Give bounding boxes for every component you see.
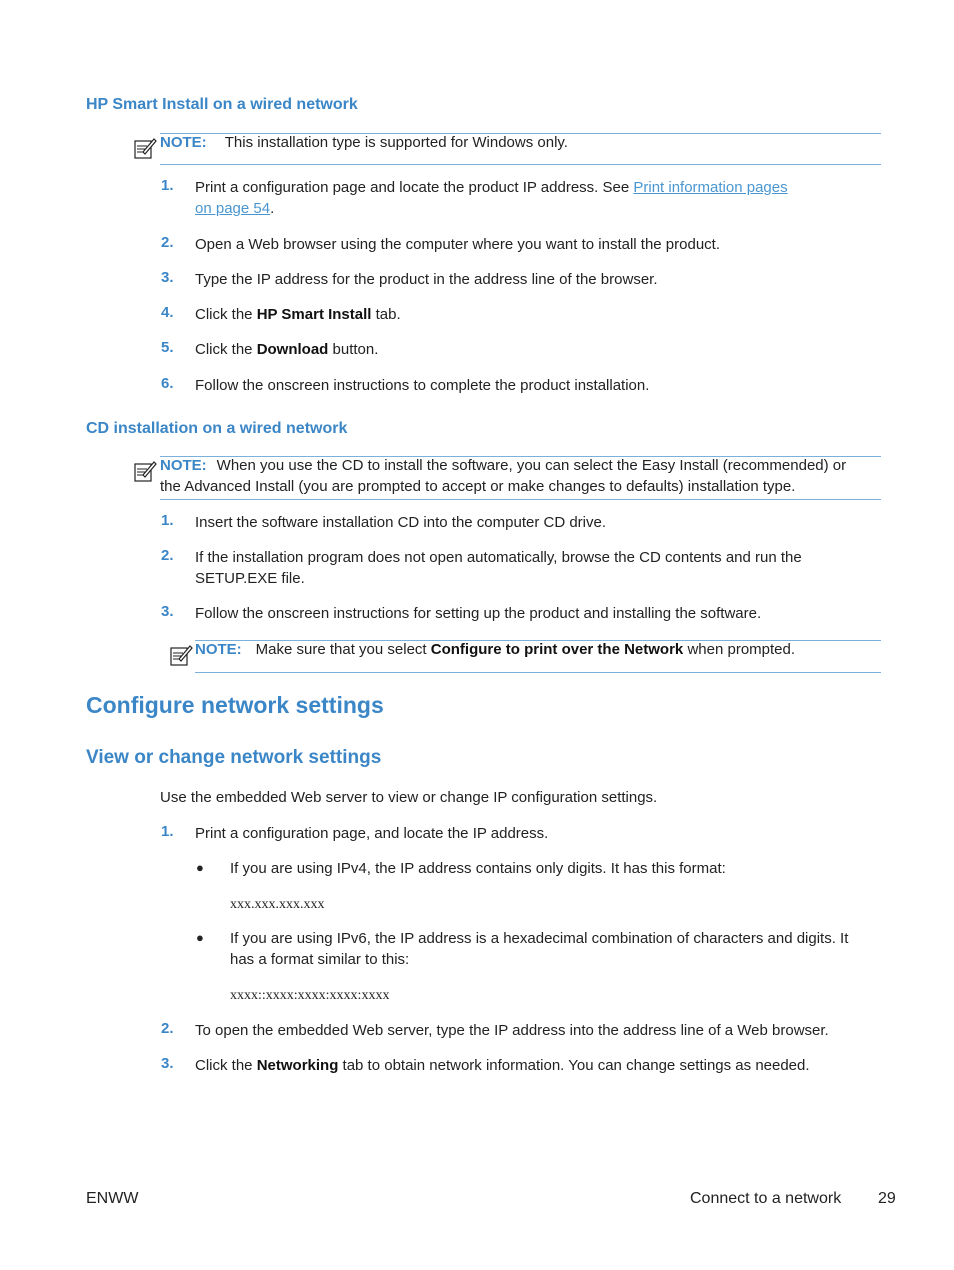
step-text: Insert the software installation CD into the computer CD drive. bbox=[195, 514, 607, 531]
step-text-post: tab. bbox=[371, 306, 401, 323]
step-text bbox=[195, 177, 875, 219]
note-text-line1: When you use the CD to install the software, you can select the Easy Install (recommended) or bbox=[216, 457, 847, 474]
footer-left: ENWW bbox=[86, 1190, 139, 1207]
step-text-pre: Click the bbox=[195, 341, 257, 358]
page-54-link[interactable]: on page 54 bbox=[195, 200, 271, 217]
step-number: 3. bbox=[161, 1055, 174, 1072]
note-label: NOTE: bbox=[160, 134, 207, 151]
step-text-bold: Download bbox=[256, 341, 329, 358]
step-number: 3. bbox=[161, 269, 174, 286]
step-text: Type the IP address for the product in the address line of the browser. bbox=[195, 271, 658, 288]
step-text-pre: Click the bbox=[195, 1057, 257, 1074]
step-text: Follow the onscreen instructions to complete the product installation. bbox=[195, 377, 650, 394]
step-text-post: . bbox=[270, 200, 275, 217]
step-text-post: button. bbox=[328, 341, 379, 358]
step-text-bold: Networking bbox=[256, 1057, 339, 1074]
bullet-text bbox=[230, 928, 890, 970]
note-smart-install bbox=[160, 132, 568, 153]
step-number: 5. bbox=[161, 339, 174, 356]
step-text bbox=[195, 1055, 810, 1076]
note-icon bbox=[133, 136, 157, 160]
note-text-post: when prompted. bbox=[683, 641, 796, 658]
note-text-pre: Make sure that you select bbox=[255, 641, 431, 658]
bullet-text: If you are using IPv4, the IP address contains only digits. It has this format: bbox=[230, 860, 726, 877]
subheading-view-change: View or change network settings bbox=[86, 747, 382, 768]
note-bottom-rule bbox=[160, 164, 881, 165]
step-text-line1: If the installation program does not open automatically, browse the CD contents and run the bbox=[195, 549, 802, 566]
step-number: 6. bbox=[161, 375, 174, 392]
ipv6-format: xxxx::xxxx:xxxx:xxxx:xxxx bbox=[230, 988, 390, 1003]
step-text: Print a configuration page, and locate the IP address. bbox=[195, 825, 549, 842]
step-number: 2. bbox=[161, 1020, 174, 1037]
step-text: Follow the onscreen instructions for setting up the product and installing the software. bbox=[195, 605, 762, 622]
section-heading-smart-install: HP Smart Install on a wired network bbox=[86, 96, 358, 113]
step-number: 2. bbox=[161, 234, 174, 251]
step-text: Open a Web browser using the computer where you want to install the product. bbox=[195, 236, 721, 253]
note-icon bbox=[169, 643, 193, 667]
note-text: This installation type is supported for Windows only. bbox=[224, 134, 568, 151]
step-text-post: tab to obtain network information. You can change settings as needed. bbox=[338, 1057, 810, 1074]
step-text-pre: Print a configuration page and locate the product IP address. See bbox=[195, 179, 634, 196]
note-label: NOTE: bbox=[160, 457, 207, 474]
section-heading-cd-install: CD installation on a wired network bbox=[86, 420, 348, 437]
note-icon bbox=[133, 459, 157, 483]
note-cd-install bbox=[160, 455, 884, 497]
page-number: 29 bbox=[878, 1190, 896, 1207]
bullet-text-line1: If you are using IPv6, the IP address is a hexadecimal combination of characters and digits. It bbox=[230, 930, 849, 947]
note-label: NOTE: bbox=[195, 641, 242, 658]
step-number: 1. bbox=[161, 177, 174, 194]
note-bottom-rule bbox=[160, 499, 881, 500]
step-number: 4. bbox=[161, 304, 174, 321]
step-text bbox=[195, 339, 378, 360]
note-text-line2: the Advanced Install (you are prompted to accept or make changes to defaults) installation type. bbox=[160, 478, 796, 495]
note-text-bold: Configure to print over the Network bbox=[430, 641, 684, 658]
step-text bbox=[195, 304, 401, 325]
step-number: 3. bbox=[161, 603, 174, 620]
bullet-symbol: ● bbox=[196, 930, 204, 945]
step-number: 2. bbox=[161, 547, 174, 564]
footer-chapter-title: Connect to a network bbox=[690, 1190, 842, 1207]
note-network-config bbox=[195, 639, 795, 660]
step-number: 1. bbox=[161, 823, 174, 840]
print-info-pages-link[interactable]: Print information pages bbox=[633, 179, 788, 196]
bullet-symbol: ● bbox=[196, 860, 204, 875]
step-text-bold: HP Smart Install bbox=[256, 306, 372, 323]
step-text bbox=[195, 547, 885, 589]
bullet-text-line2: has a format similar to this: bbox=[230, 951, 410, 968]
intro-text: Use the embedded Web server to view or change IP configuration settings. bbox=[160, 789, 658, 806]
ipv4-format: xxx.xxx.xxx.xxx bbox=[230, 897, 325, 912]
page-heading-configure-network: Configure network settings bbox=[86, 692, 384, 718]
note-bottom-rule bbox=[195, 672, 881, 673]
step-text: To open the embedded Web server, type the IP address into the address line of a Web browser. bbox=[195, 1022, 829, 1039]
step-text-line2: SETUP.EXE file. bbox=[195, 570, 305, 587]
step-number: 1. bbox=[161, 512, 174, 529]
step-text-pre: Click the bbox=[195, 306, 257, 323]
